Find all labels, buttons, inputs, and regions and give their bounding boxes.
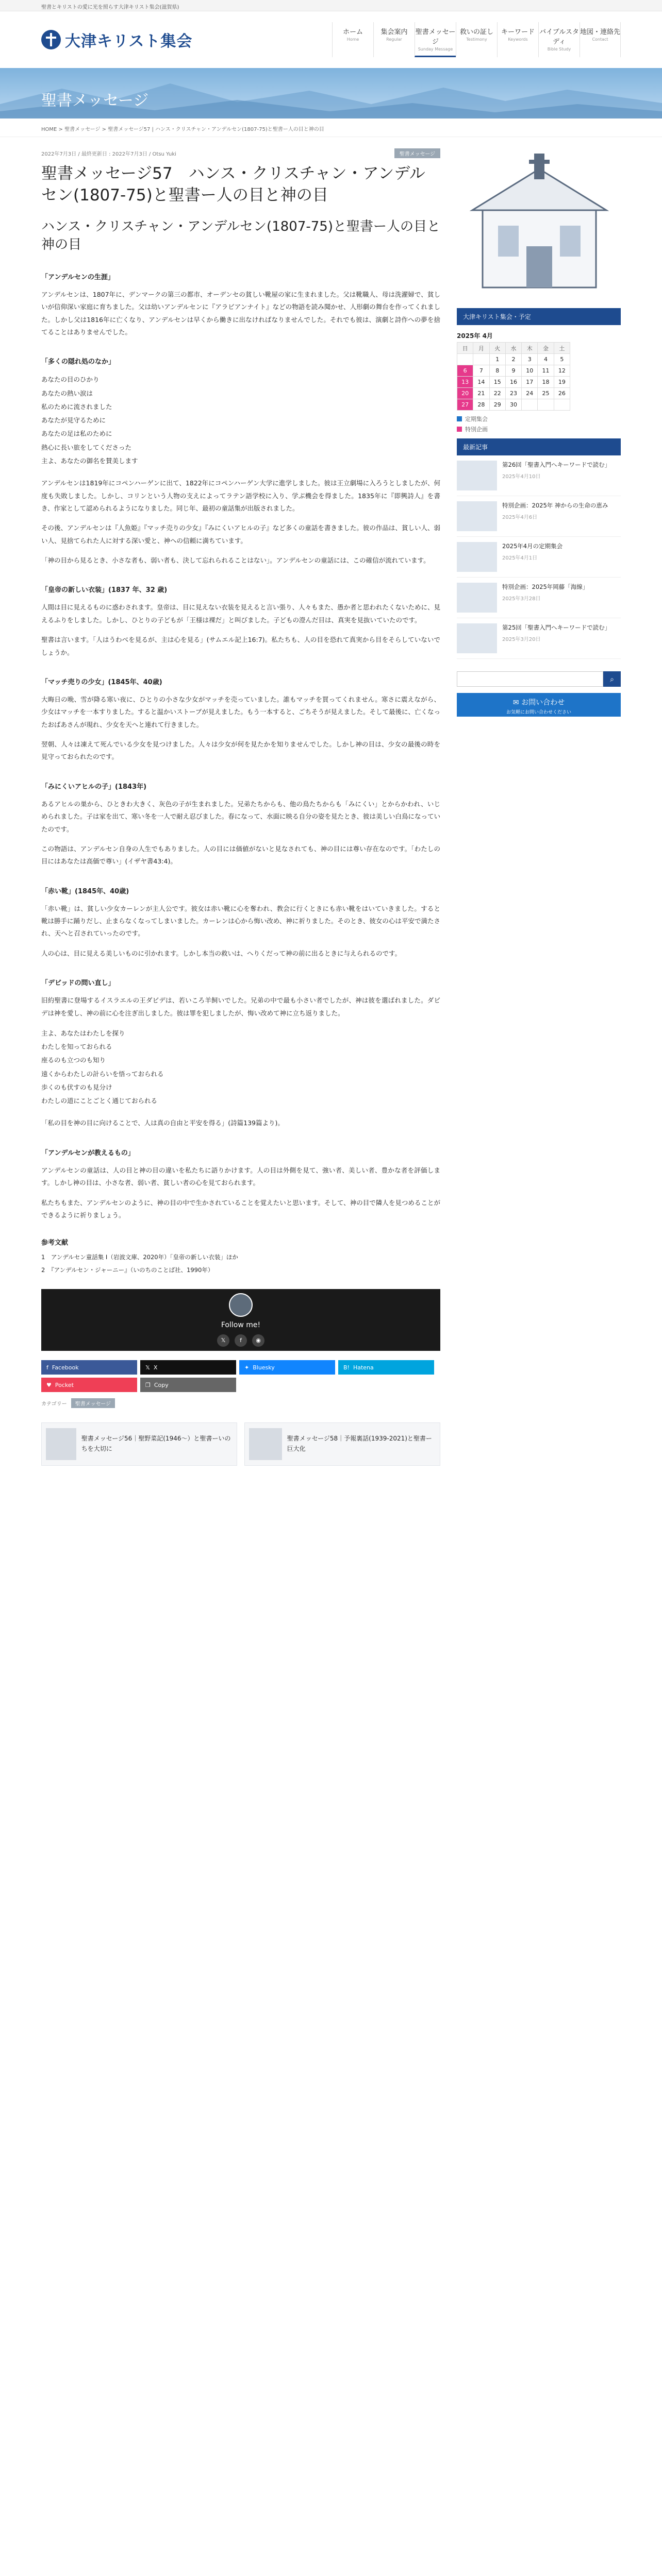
nav-regular[interactable]: 集会案内 Regular xyxy=(373,22,415,57)
church-illustration xyxy=(457,148,621,303)
reference-item: 2 『アンデルセン・ジャーニー』（いのちのことば社、1990年） xyxy=(41,1266,214,1274)
post-title: 聖書メッセージ57 ハンス・クリスチャン・アンデルセン(1807-75)と聖書ー人の目と神の目 xyxy=(41,164,425,205)
post-meta: 2022年7月3日 / 最終更新日 : 2022年7月3日 / Otsu Yuki xyxy=(41,151,176,157)
share-pocket-button[interactable]: ♥ Pocket xyxy=(41,1378,137,1392)
poem-block: 主よ、あなたはわたしを探り わたしを知っておられる 座るのも立つのも知り 遠くからわたしの計らいを悟っておられる 歩くのも伏すのも見分け わたしの道にことごとく通じておられる xyxy=(41,1029,164,1105)
paragraph: 聖書は言います。「人はうわべを見るが、主は心を見る」(サムエル記上16:7)。私たちも、人の目を恐れて真実から目をそらしていないでしょうか。 xyxy=(41,636,440,656)
section-heading: 「皇帝の新しい衣装」(1837 年、32 歳) xyxy=(41,586,168,595)
nav-bible-study[interactable]: バイブルスタディ Bible Study xyxy=(538,22,580,57)
mail-icon: ✉ xyxy=(512,699,522,707)
facebook-icon: f xyxy=(46,1364,52,1371)
references-heading: 参考文献 xyxy=(41,1239,69,1247)
sidebar xyxy=(457,148,621,1466)
poem-block: あなたの目のひかり あなたの熱い涙は 私のために流されました あなたが見守るために あなたの足は私のために 熱心に長い旅をしてくださった 主よ、あなたの御名を賛美します xyxy=(41,376,138,465)
site-header xyxy=(0,11,662,68)
follow-label: Follow me! xyxy=(221,1320,261,1329)
share-facebook-button[interactable]: f Facebook xyxy=(41,1360,137,1375)
hatena-icon: B! xyxy=(343,1364,353,1371)
event-calendar: 2025年 4月 日 月 火 水 木 金 土 1 2 3 4 5 6 7 8 9 10 11 12 13 14 15 16 17 18 19 20 21 22 23 24 25 26 27 28 29 30 xyxy=(457,329,570,411)
prev-post-thumbnail xyxy=(46,1428,76,1460)
x-follow-icon[interactable]: 𝕏 xyxy=(217,1334,229,1347)
category-label: カテゴリー xyxy=(41,1401,67,1407)
section-heading: 「みにくいアヒルの子」(1843年) xyxy=(41,783,147,791)
search-box xyxy=(457,671,621,687)
site-logo[interactable] xyxy=(41,28,192,51)
page-banner xyxy=(0,68,662,118)
recent-posts-title: 最新記事 xyxy=(457,438,621,455)
top-bar xyxy=(0,0,662,11)
butterfly-icon: ✦ xyxy=(244,1364,253,1371)
list-item[interactable]: 第25回「聖書入門へキーワードで読む」 2025年3月20日 xyxy=(457,618,621,659)
paragraph: 人の心は、目に見える美しいものに引かれます。しかし本当の救いは、へりくだって神の前に出るときに与えられるのです。 xyxy=(41,949,402,957)
main-content xyxy=(41,148,440,1466)
next-post-thumbnail xyxy=(249,1428,282,1460)
site-logo-text: 大津キリスト集会 xyxy=(65,32,193,50)
paragraph: 「神の目から見るとき、小さな者も、弱い者も、決して忘れられることはない」。アンデルセンの童話には、この確信が流れています。 xyxy=(41,556,430,564)
share-x-button[interactable]: 𝕏 X xyxy=(140,1360,236,1375)
section-heading: 「アンデルセンが教えるもの」 xyxy=(41,1149,135,1157)
paragraph: 「私の目を神の目に向けることで、人は真の自由と平安を得る」(詩篇139篇より)。 xyxy=(41,1119,284,1127)
paragraph: アンデルセンの童話は、人の目と神の目の違いを私たちに語りかけます。人の目は外側を見て、強い者、美しい者、豊かな者を評価します。しかし神の目は、小さな者、弱い者、貧しい者の心を見ておられます。 xyxy=(41,1166,440,1187)
share-bluesky-button[interactable]: ✦ Bluesky xyxy=(239,1360,335,1375)
next-post-title: 聖書メッセージ58｜予報裏話(1939-2021)と聖書ー巨大化 xyxy=(287,1435,432,1452)
paragraph: 「赤い靴」は、貧しい少女カーレンが主人公です。彼女は赤い靴に心を奪われ、教会に行くときにも赤い靴をはいていきました。すると靴は勝手に踊りだし、止まらなくなってしまいました。カーレンは心から悔い改め、神に祈りました。そのとき、彼女の心は平安で満たされ、天へと召されていったのです。 xyxy=(41,904,440,938)
category-chip[interactable]: 聖書メッセージ xyxy=(71,1398,115,1408)
search-button[interactable] xyxy=(603,671,621,687)
nav-home[interactable]: ホーム Home xyxy=(332,22,373,57)
paragraph: アンデルセンは1819年にコペンハーゲンに出て、1822年にコペンハーゲン大学に進学しました。彼は王立劇場に入ろうとしましたが、何度も失敗しました。しかし、コリンという人物の支えによってラテン語学校に入り、学ぶ機会を得ました。1835年に『即興詩人』を書き、作家として認められるようになりました。同じ年、最初の童話集が出版されました。 xyxy=(41,479,440,512)
nav-message[interactable]: 聖書メッセージ Sunday Message xyxy=(415,22,456,57)
nav-testimony[interactable]: 救いの証し Testimony xyxy=(456,22,497,57)
calendar-event-day[interactable]: 13 xyxy=(457,377,473,388)
list-item[interactable]: 第26回「聖書入門へキーワードで読む」 2025年4月10日 xyxy=(457,455,621,496)
paragraph: 翌朝、人々は凍えて死んでいる少女を見つけました。人々は少女が何を見たかを知りませんでした。しかし神の目は、少女の最後の時を見守っておられたのです。 xyxy=(41,740,440,761)
calendar-event-day[interactable]: 20 xyxy=(457,388,473,399)
copy-icon: ❐ xyxy=(145,1381,154,1388)
calendar-caption: 2025年 4月 xyxy=(457,332,493,340)
breadcrumb[interactable]: HOME > 聖書メッセージ > 聖書メッセージ57 | ハンス・クリスチャン・アンデルセン(1807-75)と聖書ー人の目と神の目 xyxy=(0,118,662,137)
calendar-event-day[interactable]: 27 xyxy=(457,399,473,411)
facebook-follow-icon[interactable]: f xyxy=(235,1334,247,1347)
section-heading: 「アンデルセンの生涯」 xyxy=(41,273,114,281)
page-banner-title: 聖書メッセージ xyxy=(41,92,149,110)
section-heading: 「多くの隠れ処のなか」 xyxy=(41,358,115,366)
rss-follow-icon[interactable]: ◉ xyxy=(252,1334,264,1347)
recent-posts-list xyxy=(457,455,621,659)
paragraph: 私たちもまた、アンデルセンのように、神の目の中で生かされていることを覚えたいと思います。そして、神の目で隣人を見つめることができるように祈りましょう。 xyxy=(41,1198,440,1219)
share-copy-button[interactable]: ❐ Copy xyxy=(140,1378,236,1392)
share-hatena-button[interactable]: B! Hatena xyxy=(338,1360,434,1375)
prev-post-title: 聖書メッセージ56｜聖野菜記(1946〜）と聖書ーいのちを大切に xyxy=(81,1435,231,1452)
paragraph: あるアヒルの巣から、ひときわ大きく、灰色の子が生まれました。兄弟たちからも、他の鳥たちからも「みにくい」とからかわれ、いじめられました。子は家を出て、寒い冬を一人で耐え忍びました。春になって、水面に映る自分の姿を見たとき、彼は美しい白鳥になっていたのです。 xyxy=(41,800,441,833)
nav-keywords[interactable]: キーワード Keywords xyxy=(497,22,538,57)
paragraph: アンデルセンは、1807年に、デンマークの第三の都市、オーデンセの貧しい靴屋の家に生まれました。父は靴職人、母は洗濯婦で、貧しいが信仰深い家庭に育ちました。父は幼いアンデルセンに『アラビアンナイト』などの物語を読み聞かせ、人形劇の舞台を作ってくれました。しかし父は1816年に亡くなり、アンデルセンは早くから働きに出なければなりませんでした。それでも彼は、演劇と詩作への夢を捨てることはありませんでした。 xyxy=(41,290,440,336)
site-tagline: 聖書とキリストの愛に光を照らす大津キリスト集会(滋賀県) xyxy=(41,5,179,10)
nav-contact[interactable]: 地図・連絡先 Contact xyxy=(580,22,621,57)
x-icon: 𝕏 xyxy=(145,1364,154,1371)
contact-button[interactable]: ✉ お問い合わせ お気軽にお問い合わせください xyxy=(457,693,621,717)
follow-box xyxy=(41,1289,440,1351)
section-heading: 「マッチ売りの少女」(1845年、40歳) xyxy=(41,678,162,686)
section-heading: 「デビッドの問い直し」 xyxy=(41,979,115,988)
post-subtitle: ハンス・クリスチャン・アンデルセン(1807-75)と聖書ー人の目と神の目 xyxy=(41,218,440,252)
paragraph: 旧約聖書に登場するイスラエルの王ダビデは、若いころ羊飼いでした。兄弟の中で最も小さい者でしたが、神は彼を選ばれました。ダビデは神を愛し、神の前に心を注ぎ出しました。彼は罪を犯しましたが、悔い改めて神に立ち返りました。 xyxy=(41,996,440,1017)
paragraph: 大晦日の晩、雪が降る寒い夜に、ひとりの小さな少女がマッチを売っていました。誰もマッチを買ってくれません。寒さに震えながら、少女はマッチを一本すりました。すると温かいストーブが見えました。もう一本すると、ごちそうが見えました。そして最後に、亡くなったおばあさんが現れ、少女を天へと連れて行きました。 xyxy=(41,695,440,728)
section-heading: 「赤い靴」(1845年、40歳) xyxy=(41,887,129,895)
calendar-event-day[interactable]: 6 xyxy=(457,365,473,377)
reference-item: 1 アンデルセン童話集 I（岩波文庫、2020年）「皇帝の新しい衣装」ほか xyxy=(41,1253,238,1261)
list-item[interactable]: 特別企画：2025年 神からの生命の恵み 2025年4月6日 xyxy=(457,496,621,537)
global-nav xyxy=(332,22,621,57)
post-category-badge[interactable]: 聖書メッセージ xyxy=(394,148,440,158)
calendar-legend: 定期集会 特別企画 xyxy=(457,415,621,433)
next-post-card[interactable] xyxy=(244,1422,440,1466)
prev-next-nav xyxy=(41,1422,440,1466)
search-input[interactable] xyxy=(457,671,603,687)
avatar xyxy=(229,1293,253,1317)
share-buttons xyxy=(41,1360,440,1392)
cross-logo-icon xyxy=(41,30,61,49)
paragraph: その後、アンデルセンは『人魚姫』『マッチ売りの少女』『みにくいアヒルの子』など多くの童話を書きました。彼の作品は、貧しい人、弱い人、見捨てられた人に対する深い愛と、神への信頼に満ちています。 xyxy=(41,524,440,545)
paragraph: この物語は、アンデルセン自身の人生でもありました。人の目には価値がないと見なされても、神の目には尊い存在なのです。「わたしの目にはあなたは高価で尊い」(イザヤ書43:4)。 xyxy=(41,844,440,866)
search-icon: ⌕ xyxy=(610,674,614,683)
schedule-widget-title: 大津キリスト集会・予定 xyxy=(457,308,621,325)
list-item[interactable]: 特別企画：2025年岡藤「海線」 2025年3月28日 xyxy=(457,578,621,618)
paragraph: 人間は目に見えるものに惑わされます。皇帝は、目に見えない衣装を見えると言い張り、人々もまた、愚か者と思われたくないために、見えるふりをしました。しかし、ひとりの子どもが「王様は裸だ」と叫びました。子どもの澄んだ目は、真実を見抜いていたのです。 xyxy=(41,603,441,624)
post-category-row xyxy=(41,1398,440,1408)
pocket-icon: ♥ xyxy=(46,1381,55,1388)
prev-post-card[interactable] xyxy=(41,1422,237,1466)
list-item[interactable]: 2025年4月の定期集会 2025年4月1日 xyxy=(457,537,621,578)
